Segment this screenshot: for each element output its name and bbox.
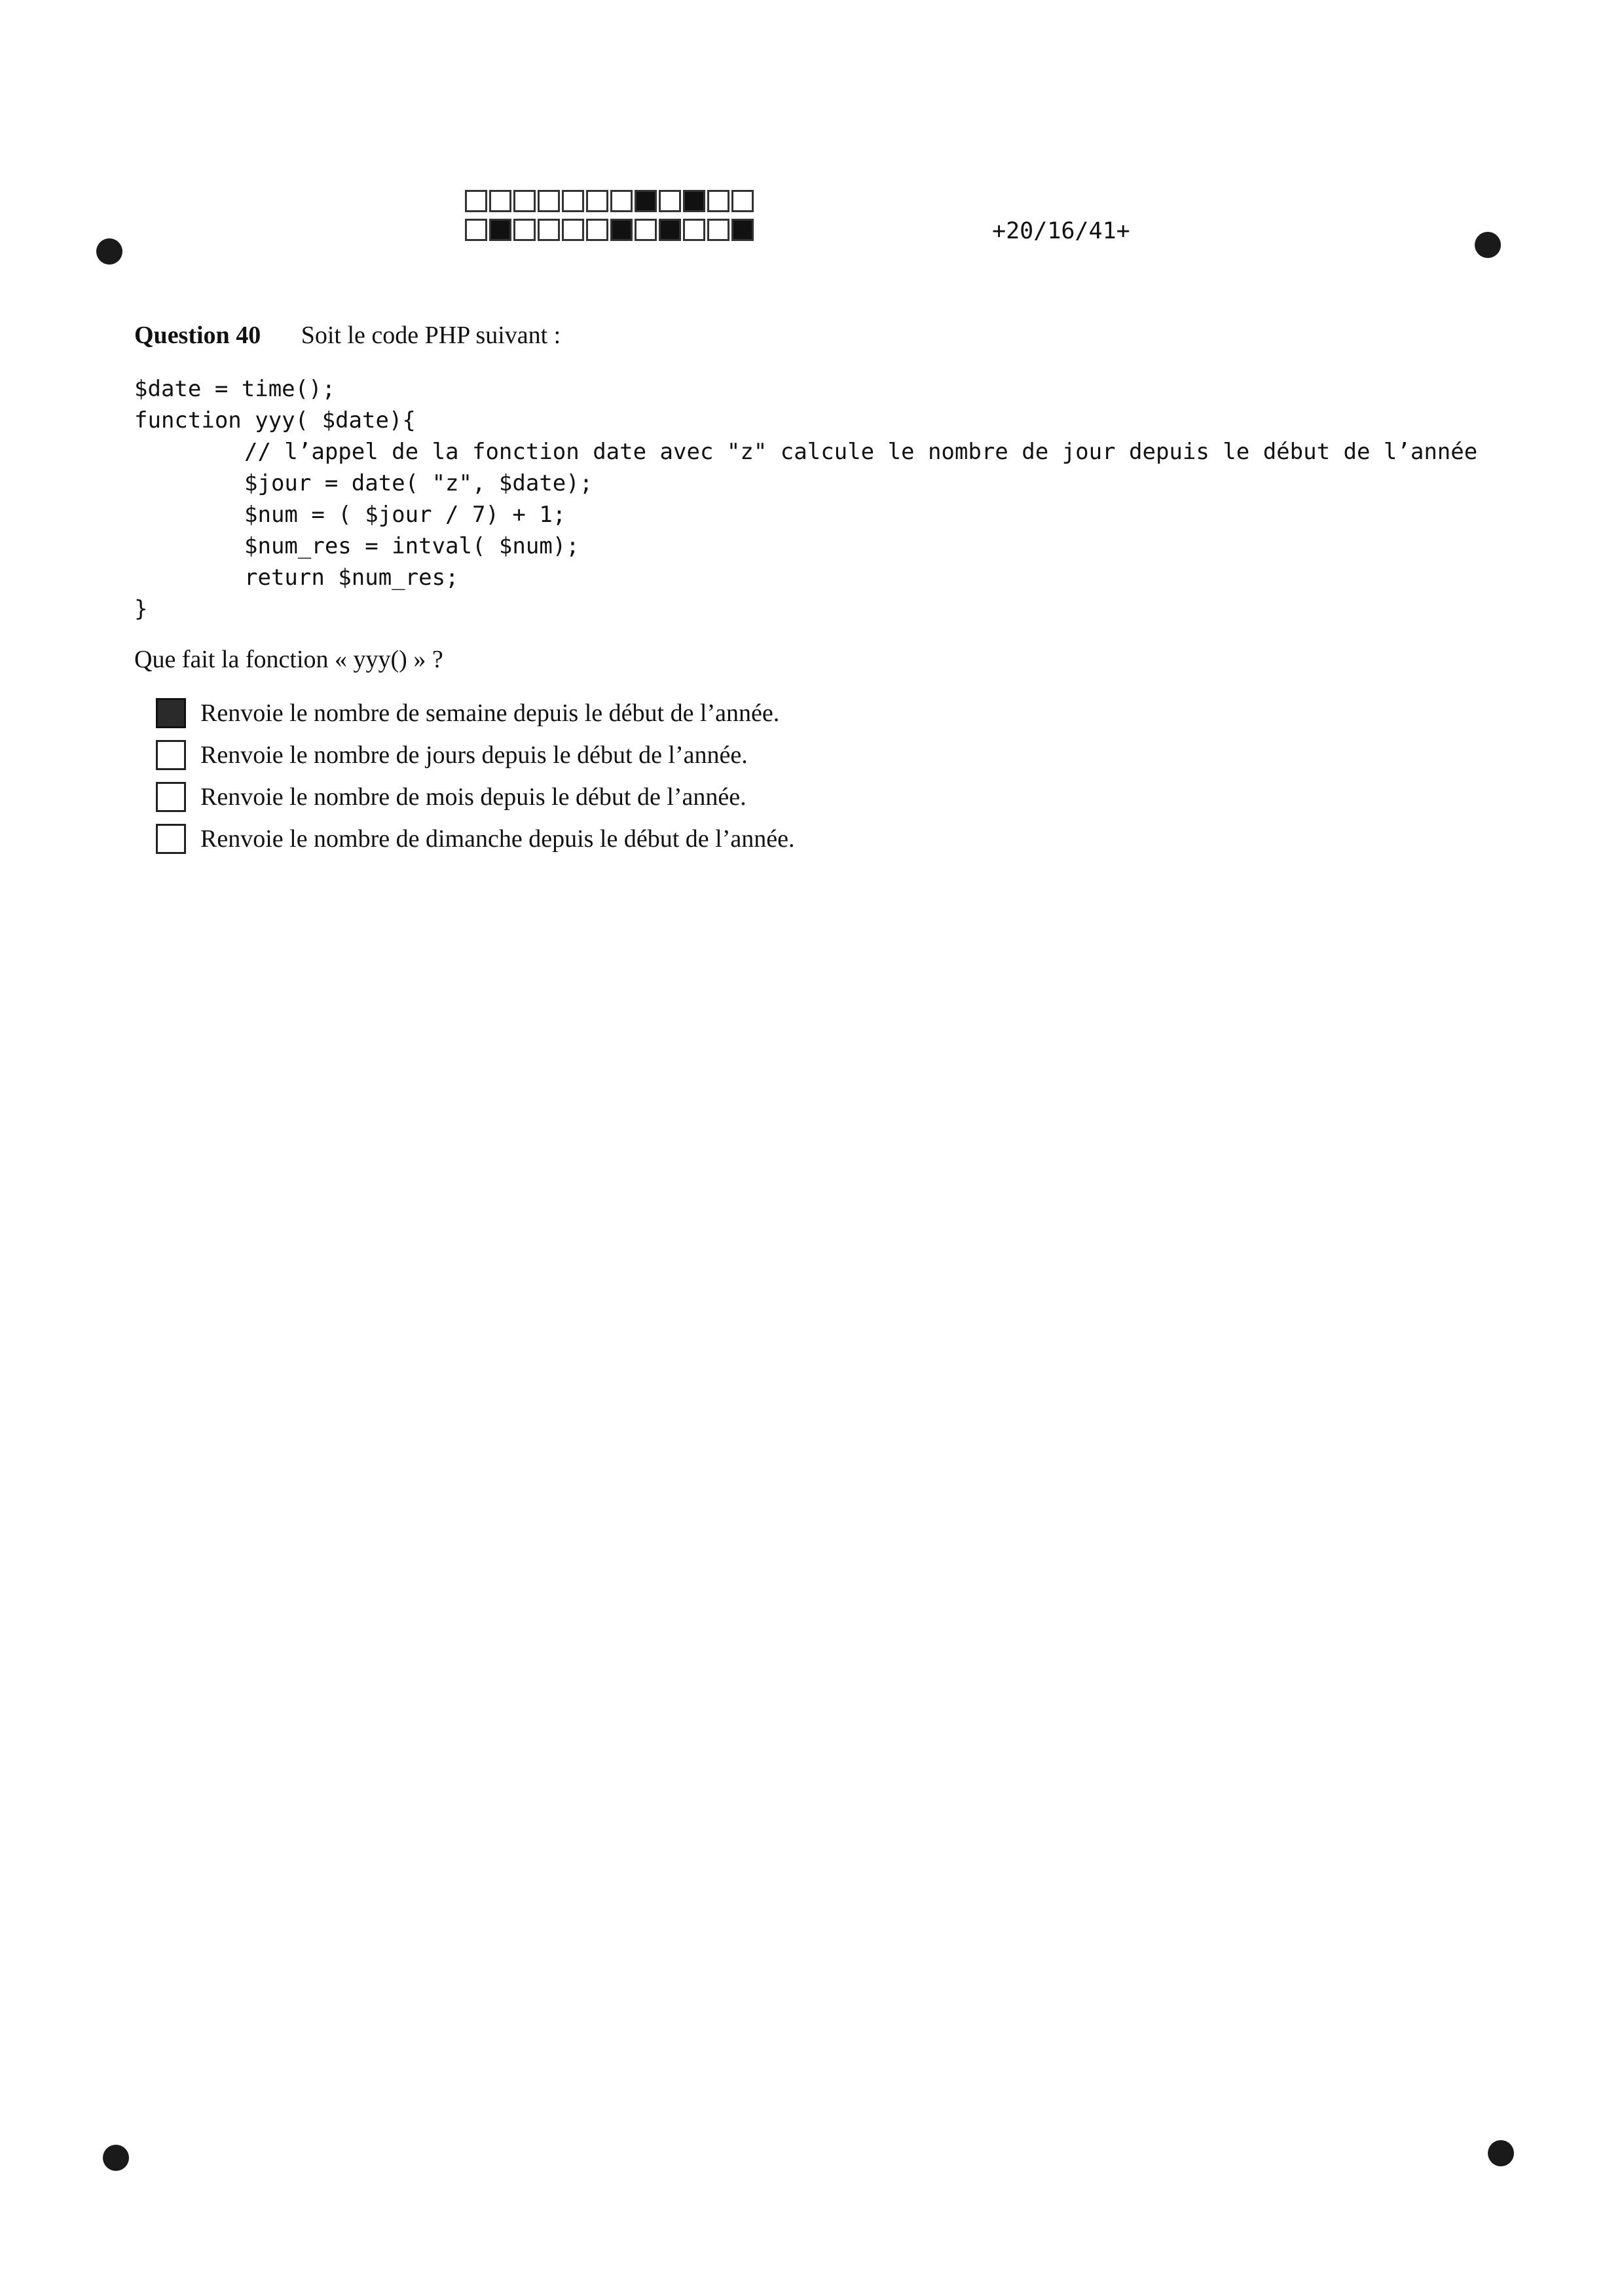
corner-marker-top-left: [96, 238, 122, 265]
code-line: return $num_res;: [244, 565, 459, 591]
corner-marker-bottom-left: [103, 2145, 129, 2171]
barcode-cell: [610, 219, 633, 241]
answer-checkbox[interactable]: [156, 740, 186, 770]
answer-option[interactable]: [156, 734, 794, 776]
question-intro: Soit le code PHP suivant :: [301, 322, 561, 349]
answer-checkbox[interactable]: [156, 782, 186, 812]
barcode-cell: [731, 219, 754, 241]
code-line: $jour = date( "z", $date);: [244, 470, 593, 496]
answer-option[interactable]: [156, 818, 794, 860]
barcode-row: [465, 219, 756, 241]
answer-label: Renvoie le nombre de mois depuis le début de l’année.: [200, 783, 747, 811]
barcode-cell: [562, 219, 584, 241]
barcode-cell: [586, 219, 608, 241]
barcode-cell: [465, 190, 487, 212]
barcode-cell: [538, 219, 560, 241]
code-line: $date = time();: [134, 376, 336, 402]
barcode-cell: [513, 219, 536, 241]
code-line: // l’appel de la fonction date avec "z" calcule le nombre de jour depuis le début de l’année: [244, 439, 1478, 465]
barcode-cell: [538, 190, 560, 212]
answer-label: Renvoie le nombre de dimanche depuis le début de l’année.: [200, 825, 795, 853]
barcode-cell: [707, 219, 729, 241]
answer-label: Renvoie le nombre de semaine depuis le début de l’année.: [200, 699, 780, 727]
barcode-cell: [707, 190, 729, 212]
barcode-cell: [610, 190, 633, 212]
barcode-cell: [635, 190, 657, 212]
answer-list: [156, 692, 794, 860]
barcode-cell: [465, 219, 487, 241]
corner-marker-bottom-right: [1488, 2140, 1514, 2166]
answer-label: Renvoie le nombre de jours depuis le début de l’année.: [200, 741, 748, 769]
answer-checkbox[interactable]: [156, 698, 186, 728]
answer-option[interactable]: [156, 776, 794, 818]
id-barcode: [465, 190, 756, 248]
barcode-cell: [586, 190, 608, 212]
corner-marker-top-right: [1475, 232, 1501, 258]
barcode-cell: [731, 190, 754, 212]
barcode-cell: [562, 190, 584, 212]
code-line: $num_res = intval( $num);: [244, 533, 580, 559]
barcode-cell: [489, 219, 511, 241]
barcode-cell: [489, 190, 511, 212]
page-id: +20/16/41+: [992, 218, 1130, 244]
code-line: $num = ( $jour / 7) + 1;: [244, 502, 566, 528]
barcode-cell: [513, 190, 536, 212]
question-prompt: Que fait la fonction « yyy() » ?: [134, 646, 443, 673]
answer-option[interactable]: [156, 692, 794, 734]
code-block: [134, 373, 1477, 625]
question-label: Question 40: [134, 322, 261, 349]
code-line: function yyy( $date){: [134, 407, 416, 434]
barcode-cell: [683, 219, 705, 241]
barcode-row: [465, 190, 756, 212]
barcode-cell: [659, 219, 681, 241]
answer-checkbox[interactable]: [156, 824, 186, 854]
barcode-cell: [635, 219, 657, 241]
code-line: }: [134, 596, 148, 622]
barcode-cell: [659, 190, 681, 212]
question-header: [134, 321, 561, 350]
barcode-cell: [683, 190, 705, 212]
